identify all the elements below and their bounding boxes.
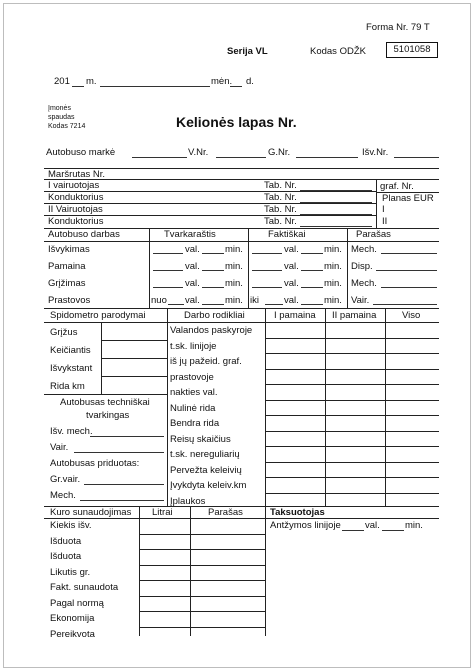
indicator-label: Pervežta keleivių xyxy=(170,465,242,476)
handed-title: Autobusas priduotas: xyxy=(50,458,140,469)
fuel-row-label: Fakt. sunaudota xyxy=(50,582,119,593)
bus-brand-label: Autobuso markė xyxy=(46,147,116,158)
indicator-label: iš jų pažeid. graf. xyxy=(170,356,242,367)
fuel-row-divider xyxy=(139,627,265,628)
indicator-row-divider xyxy=(265,431,439,432)
schedule-val-4: val. xyxy=(185,295,200,306)
bus-work-header: Autobuso darbas xyxy=(48,229,120,240)
indicator-label: Nulinė rida xyxy=(170,403,216,414)
schedule-min-4[interactable] xyxy=(202,304,224,305)
fuel-row-divider xyxy=(139,549,265,550)
series-label: Serija VL xyxy=(227,46,268,57)
day-field[interactable] xyxy=(230,86,242,87)
fuel-header: Kuro sunaudojimas xyxy=(50,507,132,518)
indicator-row-divider xyxy=(265,384,439,385)
fuel-row-divider xyxy=(139,580,265,581)
tab-nr-field-3[interactable] xyxy=(300,214,372,215)
signature-field-2[interactable] xyxy=(376,270,437,271)
signature-field-4[interactable] xyxy=(373,304,437,305)
odo-row-mileage: Rida km xyxy=(50,381,85,392)
schedule-val-1: val. xyxy=(185,244,200,255)
fuel-row-divider xyxy=(139,611,265,612)
bus-brand-field[interactable] xyxy=(132,157,187,158)
seal-hours-field[interactable] xyxy=(342,530,364,531)
indicators-header: Darbo rodikliai xyxy=(184,310,245,321)
actual-min-3[interactable] xyxy=(301,287,323,288)
actual-hours-3[interactable] xyxy=(252,287,282,288)
actual-min-2[interactable] xyxy=(301,270,323,271)
stamp-line3: Kodas 7214 xyxy=(48,123,86,130)
schedule-val-2: val. xyxy=(185,261,200,272)
indicator-row-divider xyxy=(265,338,439,339)
shift1-header: I pamaina xyxy=(274,310,316,321)
tech-title-1: Autobusas techniškai xyxy=(60,397,150,408)
schedule-hours-3[interactable] xyxy=(153,287,183,288)
stamp-line2: spaudas xyxy=(48,114,75,121)
indicator-label: t.sk. linijoje xyxy=(170,341,217,352)
handed-mech-label: Mech. xyxy=(50,490,76,501)
handed-mech-field[interactable] xyxy=(80,500,164,501)
shift2-header: II pamaina xyxy=(332,310,377,321)
schedule-hours-4[interactable] xyxy=(168,304,184,305)
date-year: 201 xyxy=(54,76,70,87)
seal-min: min. xyxy=(405,520,423,531)
actual-min-label-1: min. xyxy=(324,244,342,255)
tab-nr-label-2: Tab. Nr. xyxy=(264,192,297,203)
actual-min-label-4: min. xyxy=(324,295,342,306)
work-row-return: Grįžimas xyxy=(48,278,86,289)
actual-min-label-2: min. xyxy=(324,261,342,272)
vnr-label: V.Nr. xyxy=(188,147,209,158)
tech-driver-field[interactable] xyxy=(74,452,164,453)
actual-val-2: val. xyxy=(284,261,299,272)
schedule-min-label-1: min. xyxy=(225,244,243,255)
signature-header: Parašas xyxy=(356,229,391,240)
fuel-row-divider xyxy=(139,534,265,535)
work-row-departure: Išvykimas xyxy=(48,244,90,255)
fuel-row-label: Išduota xyxy=(50,536,82,547)
indicator-label: Įvykdyta keleiv.km xyxy=(170,480,247,491)
fuel-row-label: Išduota xyxy=(50,551,82,562)
handed-driver-label: Gr.vair. xyxy=(50,474,81,485)
fuel-row-label: Pereikvota xyxy=(50,629,95,640)
signer-disp: Disp. xyxy=(351,261,373,272)
driver1-label: I vairuotojas xyxy=(48,180,100,191)
conductor1-label: Konduktorius xyxy=(48,192,104,203)
schedule-val-3: val. xyxy=(185,278,200,289)
isvnr-field[interactable] xyxy=(394,157,439,158)
gnr-label: G.Nr. xyxy=(268,147,291,158)
tech-driver-label: Vair. xyxy=(50,442,69,453)
actual-hours-1[interactable] xyxy=(252,253,282,254)
indicator-label: t.sk. nereguliarių xyxy=(170,449,240,460)
plan-label: Planas EUR xyxy=(382,193,434,204)
indicator-row-divider xyxy=(265,446,439,447)
schedule-nuo: nuo xyxy=(151,295,167,306)
indicator-row-divider xyxy=(265,462,439,463)
form-number: Forma Nr. 79 T xyxy=(366,22,430,33)
graf-nr-label: graf. Nr. xyxy=(380,181,414,192)
signer-mech-1: Mech. xyxy=(351,244,377,255)
stamp-line1: Įmonės xyxy=(48,105,71,112)
work-row-downtime: Prastovos xyxy=(48,295,91,306)
indicator-label: Valandos paskyroje xyxy=(170,325,253,336)
fuel-row-divider xyxy=(139,596,265,597)
actual-min-4[interactable] xyxy=(301,304,323,305)
plan-roman-2: II xyxy=(382,216,388,227)
handed-driver-field[interactable] xyxy=(84,484,164,485)
tab-nr-field-2[interactable] xyxy=(300,202,372,203)
tab-nr-label-3: Tab. Nr. xyxy=(264,204,297,215)
indicator-row-divider xyxy=(265,493,439,494)
actual-min-label-3: min. xyxy=(324,278,342,289)
route-label: Maršrutas Nr. xyxy=(48,169,106,180)
indicator-row-divider xyxy=(265,400,439,401)
isvnr-label: Išv.Nr. xyxy=(362,147,389,158)
driver2-label: II Vairuotojas xyxy=(48,204,103,215)
work-row-shift: Pamaina xyxy=(48,261,86,272)
tech-mech-field[interactable] xyxy=(90,436,164,437)
schedule-min-1[interactable] xyxy=(202,253,224,254)
date-month: mėn. xyxy=(211,76,233,87)
fuel-row-divider xyxy=(139,565,265,566)
year-field[interactable] xyxy=(72,86,84,87)
fuel-row-label: Pagal normą xyxy=(50,598,104,609)
schedule-min-label-4: min. xyxy=(225,295,243,306)
schedule-min-label-3: min. xyxy=(225,278,243,289)
signer-driver: Vair. xyxy=(351,295,370,306)
fuel-row-label: Ekonomija xyxy=(50,613,95,624)
month-field[interactable] xyxy=(100,86,210,87)
actual-val-1: val. xyxy=(284,244,299,255)
schedule-hours-2[interactable] xyxy=(153,270,183,271)
fuel-signature-header: Parašas xyxy=(208,507,243,518)
actual-hours-4[interactable] xyxy=(265,304,283,305)
schedule-min-2[interactable] xyxy=(202,270,224,271)
fuel-liters-header: Litrai xyxy=(152,507,173,518)
actual-val-4: val. xyxy=(284,295,299,306)
actual-min-1[interactable] xyxy=(301,253,323,254)
conductor2-label: Konduktorius xyxy=(48,216,104,227)
date-day: d. xyxy=(246,76,254,87)
indicator-row-divider xyxy=(265,477,439,478)
gnr-field[interactable] xyxy=(296,157,358,158)
signature-field-1[interactable] xyxy=(381,253,437,254)
tab-nr-field-4[interactable] xyxy=(300,226,372,227)
odo-row-return: Grįžus xyxy=(50,327,78,338)
odo-row-departure: Išvykstant xyxy=(50,363,93,374)
seal-val: val. xyxy=(365,520,380,531)
date-year-suffix: m. xyxy=(86,76,97,87)
indicator-label: prastovoje xyxy=(170,372,214,383)
tech-title-2: tvarkingas xyxy=(86,410,130,421)
schedule-min-label-2: min. xyxy=(225,261,243,272)
odometer-header: Spidometro parodymai xyxy=(50,310,146,321)
vnr-field[interactable] xyxy=(216,157,266,158)
signer-mech-2: Mech. xyxy=(351,278,377,289)
inspector-header: Taksuotojas xyxy=(270,507,325,518)
indicator-label: Įplaukos xyxy=(170,496,206,507)
total-header: Viso xyxy=(402,310,421,321)
tab-nr-label-1: Tab. Nr. xyxy=(264,180,297,191)
fuel-row-label: Likutis gr. xyxy=(50,567,91,578)
code-label: Kodas ODŽK xyxy=(310,46,366,57)
tab-nr-label-4: Tab. Nr. xyxy=(264,216,297,227)
document-title: Kelionės lapas Nr. xyxy=(176,114,297,130)
seal-line-label: Antžymos linijoje xyxy=(270,520,341,531)
schedule-hours-1[interactable] xyxy=(153,253,183,254)
seal-min-field[interactable] xyxy=(382,530,404,531)
schedule-header: Tvarkaraštis xyxy=(164,229,216,240)
indicator-row-divider xyxy=(265,353,439,354)
tech-mech-label: Išv. mech. xyxy=(50,426,93,437)
signature-field-3[interactable] xyxy=(381,287,437,288)
plan-roman-1: I xyxy=(382,204,385,215)
indicator-row-divider xyxy=(265,415,439,416)
odo-row-change: Keičiantis xyxy=(50,345,91,356)
actual-header: Faktiškai xyxy=(268,229,306,240)
indicator-row-divider xyxy=(265,369,439,370)
tab-nr-field-1[interactable] xyxy=(300,190,372,191)
travel-sheet-form xyxy=(3,3,471,668)
actual-val-3: val. xyxy=(284,278,299,289)
indicator-label: nakties val. xyxy=(170,387,218,398)
schedule-min-3[interactable] xyxy=(202,287,224,288)
actual-iki: iki xyxy=(250,295,259,306)
indicator-label: Bendra rida xyxy=(170,418,220,429)
indicator-label: Reisų skaičius xyxy=(170,434,231,445)
fuel-row-label: Kiekis išv. xyxy=(50,520,92,531)
code-value-box[interactable]: 5101058 xyxy=(386,42,438,58)
actual-hours-2[interactable] xyxy=(252,270,282,271)
